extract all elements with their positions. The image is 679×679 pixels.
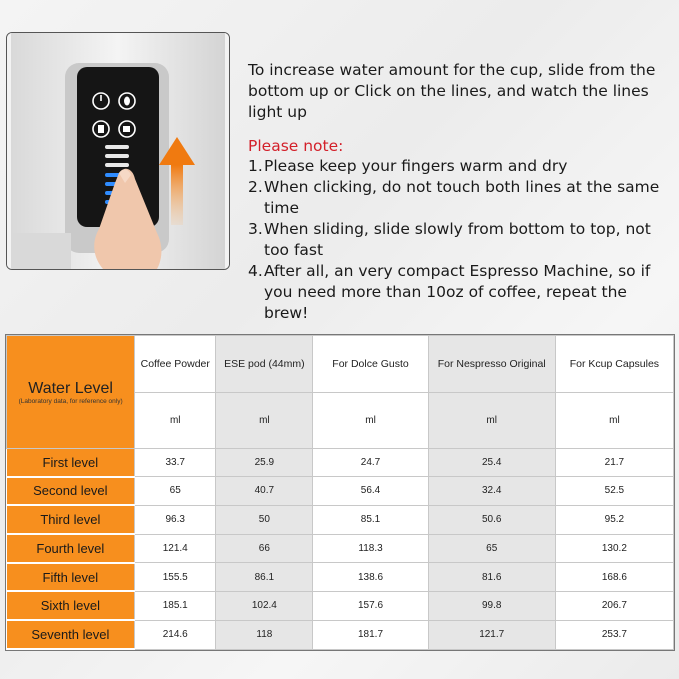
water-level-subtitle: (Laboratory data, for reference only)	[18, 397, 123, 405]
value-cell: 185.1	[135, 591, 216, 620]
value-cell: 102.4	[216, 591, 313, 620]
table-row	[7, 591, 674, 620]
table-row	[7, 505, 674, 534]
level-label: Sixth level	[7, 591, 135, 620]
water-level-header	[7, 336, 135, 449]
value-cell: 25.4	[428, 449, 555, 477]
value-cell: 65	[135, 477, 216, 506]
water-level-table	[5, 334, 675, 651]
level-label: First level	[7, 449, 135, 477]
note-number: 2.	[248, 178, 263, 196]
note-item	[248, 261, 673, 324]
note-text: When sliding, slide slowly from bottom to top, not too fast	[264, 220, 651, 259]
level-label: Second level	[7, 477, 135, 506]
value-cell: 85.1	[313, 505, 428, 534]
level-label: Third level	[7, 505, 135, 534]
table-row	[7, 449, 674, 477]
value-cell: 118	[216, 620, 313, 649]
unit-cell: ml	[135, 393, 216, 449]
value-cell: 121.7	[428, 620, 555, 649]
note-text: Please keep your fingers warm and dry	[264, 157, 568, 175]
note-title: Please note:	[248, 137, 344, 155]
level-label: Seventh level	[7, 620, 135, 649]
level-label: Fourth level	[7, 534, 135, 563]
unit-cell: ml	[555, 393, 673, 449]
value-cell: 40.7	[216, 477, 313, 506]
value-cell: 50.6	[428, 505, 555, 534]
value-cell: 206.7	[555, 591, 673, 620]
value-cell: 138.6	[313, 563, 428, 592]
value-cell: 32.4	[428, 477, 555, 506]
table-row	[7, 477, 674, 506]
value-cell: 99.8	[428, 591, 555, 620]
unit-cell: ml	[313, 393, 428, 449]
note-item	[248, 219, 673, 261]
note-item	[248, 177, 673, 219]
value-cell: 24.7	[313, 449, 428, 477]
column-header: ESE pod (44mm)	[216, 336, 313, 393]
note-number: 1.	[248, 157, 263, 175]
note-number: 4.	[248, 262, 263, 280]
value-cell: 168.6	[555, 563, 673, 592]
note-text: When clicking, do not touch both lines at the same time	[264, 178, 660, 217]
note-item	[248, 156, 673, 177]
value-cell: 157.6	[313, 591, 428, 620]
table-row	[7, 563, 674, 592]
level-label: Fifth level	[7, 563, 135, 592]
value-cell: 181.7	[313, 620, 428, 649]
value-cell: 155.5	[135, 563, 216, 592]
value-cell: 65	[428, 534, 555, 563]
notes-list	[248, 156, 673, 324]
water-level-title: Water Level	[28, 379, 113, 397]
value-cell: 33.7	[135, 449, 216, 477]
product-photo	[6, 32, 230, 270]
column-header: For Kcup Capsules	[555, 336, 673, 393]
instruction-lead: To increase water amount for the cup, slide from the bottom up or Click on the lines, and watch the lines light up	[248, 61, 656, 121]
unit-cell: ml	[216, 393, 313, 449]
column-header: Coffee Powder	[135, 336, 216, 393]
note-text: After all, an very compact Espresso Machine, so if you need more than 10oz of coffee, repeat the brew!	[264, 262, 651, 322]
note-number: 3.	[248, 220, 263, 238]
value-cell: 66	[216, 534, 313, 563]
value-cell: 130.2	[555, 534, 673, 563]
value-cell: 214.6	[135, 620, 216, 649]
value-cell: 56.4	[313, 477, 428, 506]
value-cell: 118.3	[313, 534, 428, 563]
value-cell: 121.4	[135, 534, 216, 563]
instructions-panel	[248, 60, 673, 324]
table-row	[7, 620, 674, 649]
table-row	[7, 534, 674, 563]
value-cell: 96.3	[135, 505, 216, 534]
value-cell: 21.7	[555, 449, 673, 477]
value-cell: 25.9	[216, 449, 313, 477]
value-cell: 95.2	[555, 505, 673, 534]
unit-cell: ml	[428, 393, 555, 449]
value-cell: 52.5	[555, 477, 673, 506]
value-cell: 253.7	[555, 620, 673, 649]
value-cell: 81.6	[428, 563, 555, 592]
value-cell: 86.1	[216, 563, 313, 592]
value-cell: 50	[216, 505, 313, 534]
column-header: For Dolce Gusto	[313, 336, 428, 393]
column-header: For Nespresso Original	[428, 336, 555, 393]
